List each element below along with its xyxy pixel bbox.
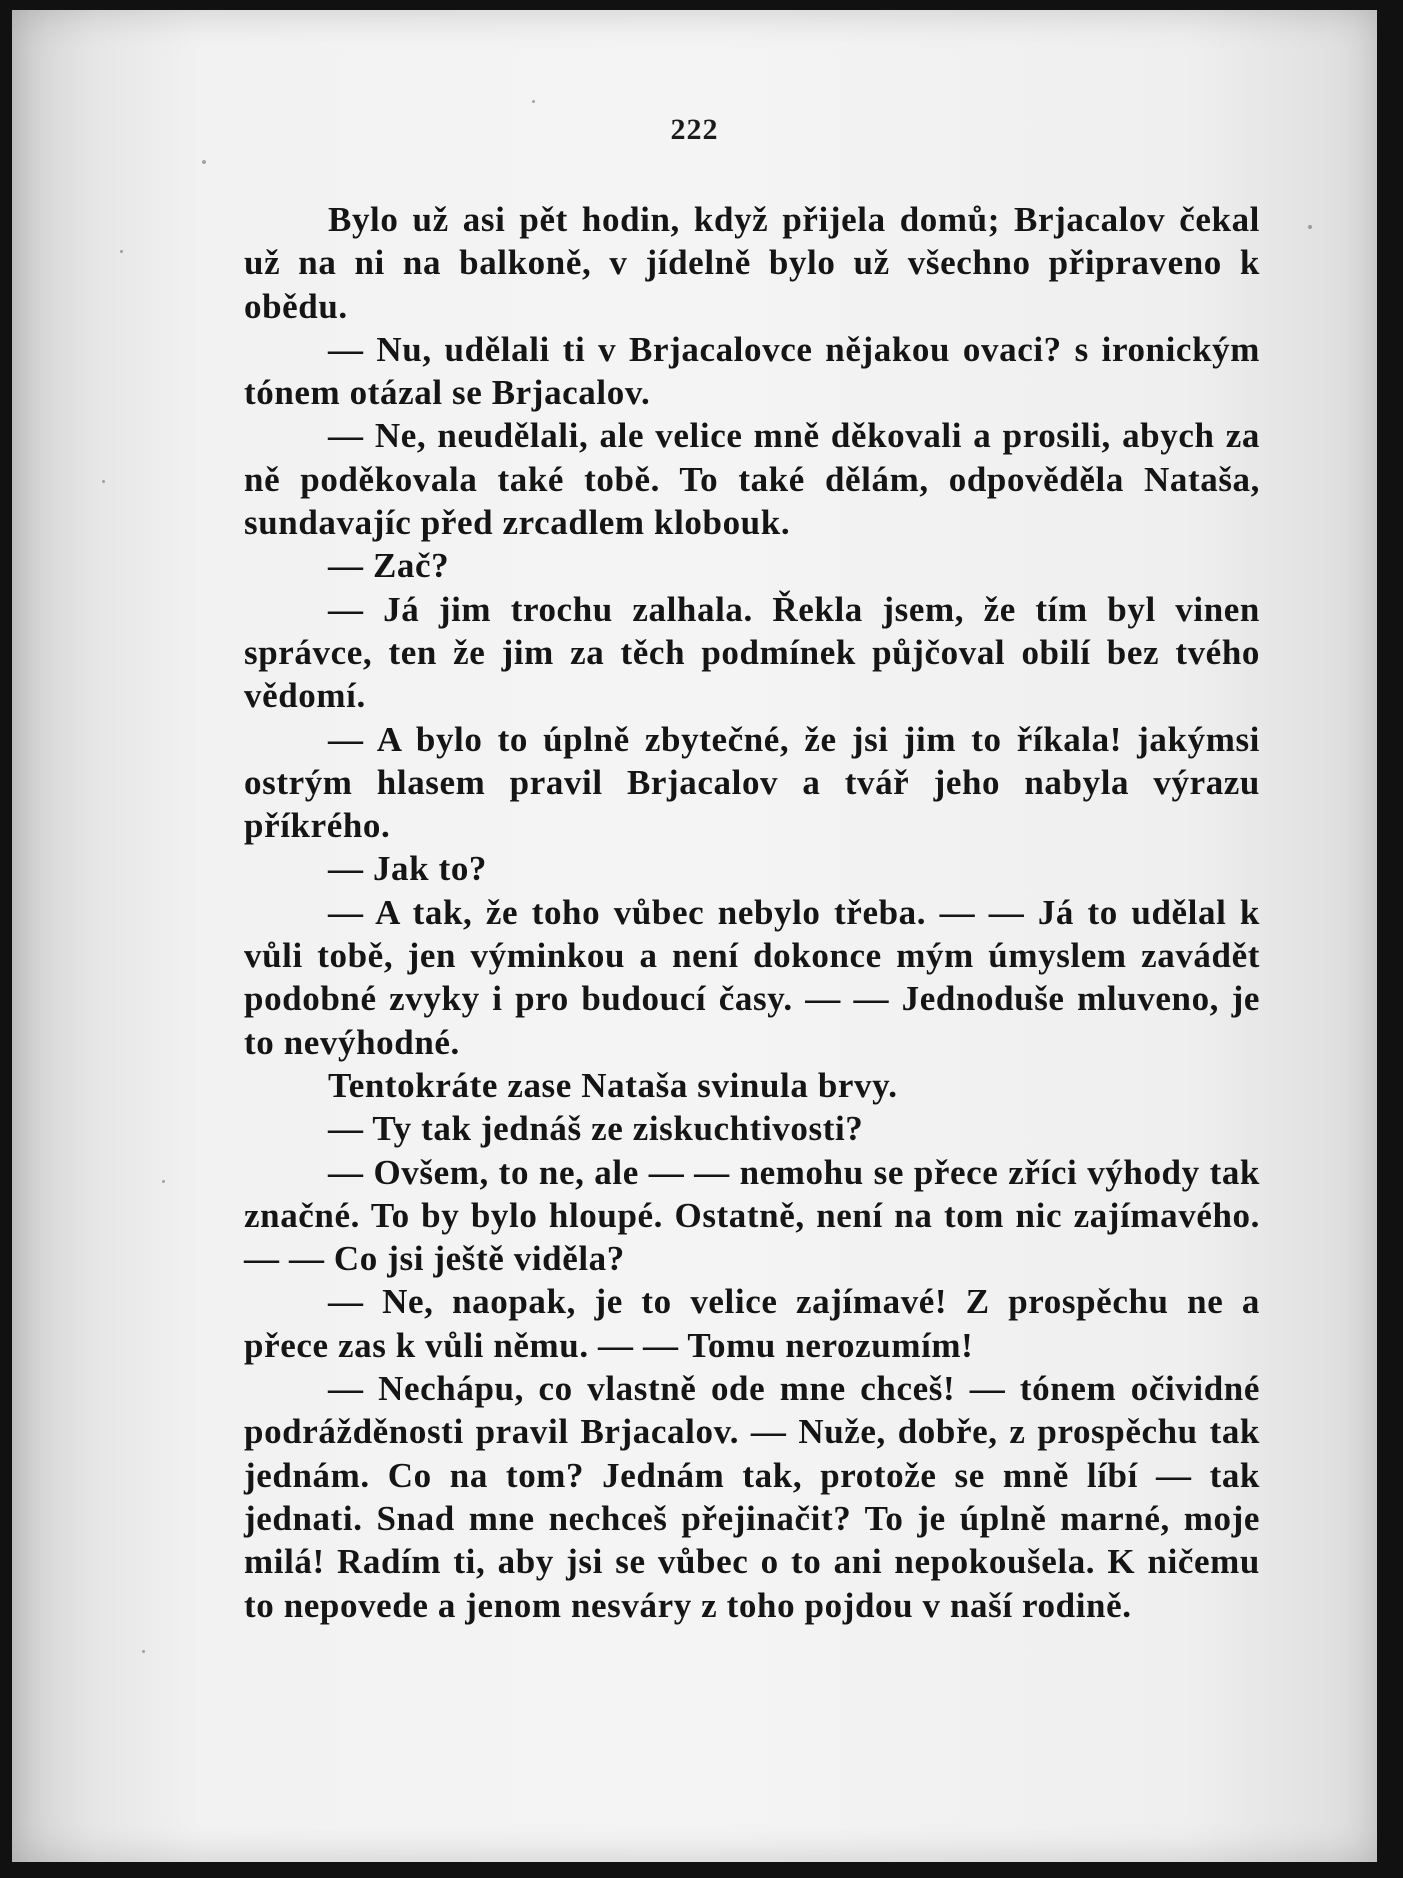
body-text (244, 198, 1260, 1627)
page-number: 222 (670, 113, 719, 146)
print-speck (1308, 225, 1312, 229)
paragraph: — A tak, že toho vůbec nebylo třeba. — — Já to udělal k vůli tobě, jen výminkou a není dokonce mým úmyslem zavádět podobné zvyky i pro budoucí časy. — — Jednoduše mluveno, je to nevýhodné. (244, 892, 1260, 1062)
paragraph: — Jak to? (328, 849, 488, 889)
paragraph: — Ovšem, to ne, ale — — nemohu se přece zříci výhody tak značné. To by bylo hloupé. Ostatně, není na tom nic zajímavého. — — Co jsi ještě viděla? (244, 1152, 1260, 1279)
paragraph: — Ty tak jednáš ze ziskuchtivosti? (328, 1109, 864, 1149)
paragraph: — Já jim trochu zalhala. Řekla jsem, že tím byl vinen správce, ten že jim za těch podmínek půjčoval obilí bez tvého vědomí. (244, 589, 1260, 716)
paragraph: — Nu, udělali ti v Brjacalovce nějakou ovaci? s ironickým tónem otázal se Brjacalov. (244, 329, 1260, 413)
print-speck (102, 480, 105, 483)
paragraph: — Zač? (328, 546, 450, 586)
book-page (12, 10, 1377, 1862)
paragraph: — Ne, neudělali, ale velice mně děkovali a prosili, abych za ně poděkovala také tobě. To také dělám, odpověděla Nataša, sundavajíc před zrcadlem klobouk. (244, 416, 1260, 543)
print-speck (120, 250, 123, 253)
print-speck (162, 1180, 165, 1183)
paragraph: Tentokráte zase Nataša svinula brvy. (328, 1065, 898, 1105)
paragraph: — A bylo to úplně zbytečné, že jsi jim to říkala! jakýmsi ostrým hlasem pravil Brjacalov a tvář jeho nabyla výrazu příkrého. (244, 719, 1260, 846)
print-speck (202, 160, 206, 164)
paragraph: Bylo už asi pět hodin, když přijela domů; Brjacalov čekal už na ni na balkoně, v jídelně bylo už všechno připraveno k obědu. (244, 200, 1260, 326)
paragraph: — Ne, naopak, je to velice zajímavé! Z prospěchu ne a přece zas k vůli němu. — — Tomu nerozumím! (244, 1282, 1260, 1365)
print-speck (142, 1650, 145, 1653)
print-speck (532, 100, 535, 103)
paragraph: — Nechápu, co vlastně ode mne chceš! — tónem očividné podrážděnosti pravil Brjacalov. — Nuže, dobře, z prospěchu tak jednám. Co na tom? Jednám tak, protože se mně líbí — tak jednati. Snad mne nechceš přejinačit? To je úplně marné, moje milá! Radím ti, aby jsi se vůbec o to ani nepokoušela. K ničemu to nepovede a jenom nesváry z toho pojdou v naší rodině. (244, 1369, 1260, 1625)
